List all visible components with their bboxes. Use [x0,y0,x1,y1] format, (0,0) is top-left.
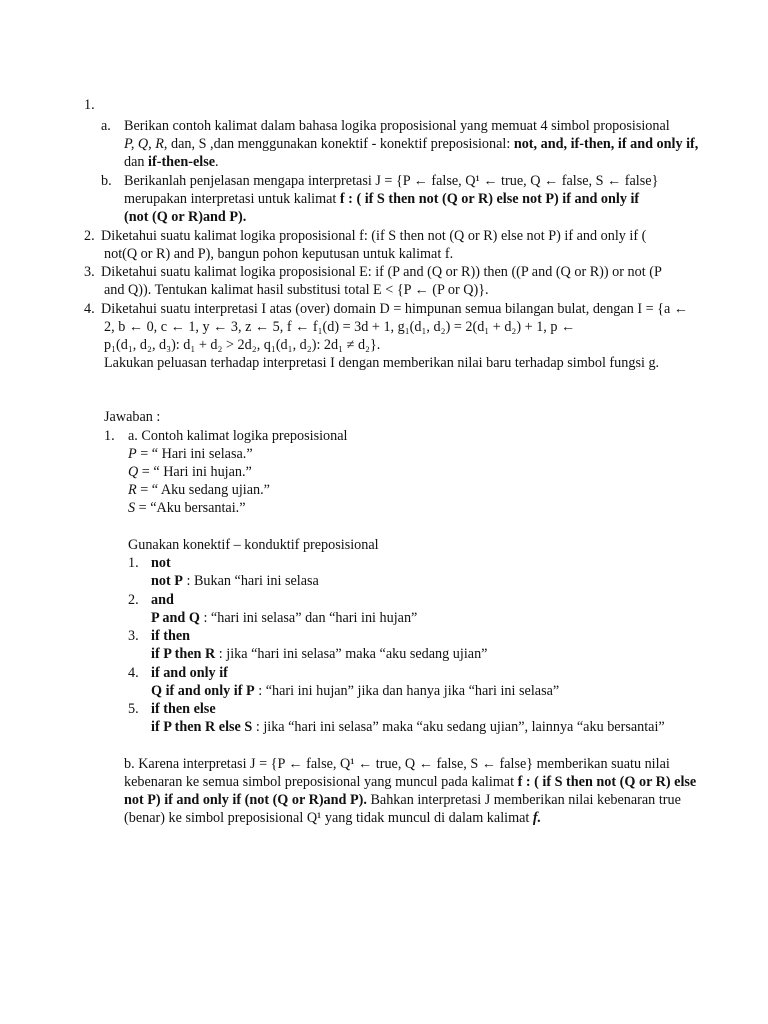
answer-b-line3-text: Bahkan interpretasi J memberikan nilai kebenaran true [366,792,681,808]
q1a-line3-pre: dan [124,154,149,170]
q3-marker: 3. [84,264,95,280]
q2-line1: Diketahui suatu kalimat logika proposisional f: (if S then not (Q or R) else not P) if and only if ( [101,228,647,244]
answer-b-line4-text: (benar) ke simbol preposisional Q¹ yang tidak muncul di dalam kalimat [124,810,533,826]
connective-name: if and only if [151,665,228,681]
connective-example-text: : Bukan “hari ini selasa [182,573,319,589]
prop-text: = “ Aku sedang ujian.” [136,482,270,498]
prop-symbol: R [128,482,137,498]
connective-example-text: : jika “hari ini selasa” maka “aku sedang ujian”, lainnya “aku bersantai” [252,719,665,735]
answer-b-line4 [124,810,541,827]
connective-example-text: : “hari ini hujan” jika dan hanya jika “hari ini selasa” [254,683,560,699]
connective-example-formula: if P then R [151,646,216,662]
connective-number: 3. [128,628,139,644]
q1a-line3 [124,154,219,171]
q1a-symbols: P, Q, R, [124,136,168,152]
answer-title: Jawaban : [104,409,161,425]
q4-line4: Lakukan peluasan terhadap interpretasi I dengan memberikan nilai baru terhadap simbol fungsi g. [104,355,660,371]
answer-b-line2 [124,774,696,791]
connective-example-formula: not P [151,573,183,589]
answer-a-heading: a. Contoh kalimat logika preposisional [128,428,348,444]
prop-line [128,464,252,481]
q3-line2: and Q)). Tentukan kalimat hasil substitusi total E < {P ← (P or Q)}. [104,282,489,298]
prop-text: = “ Hari ini selasa.” [136,446,253,462]
connective-example [151,719,665,736]
q1b-line1: Berikanlah penjelasan mengapa interpretasi J = {P ← false, Q¹ ← true, Q ← false, S ← false} [124,173,659,189]
q1a-line2 [124,136,698,153]
connective-example [151,573,319,590]
q1b-marker: b. [101,173,112,189]
q4-line3: p₁(d₁, d₂, d₃): d₁ + d₂ > 2d₂, q₁(d₁, d₂): 2d₁ ≠ d₂}. [104,337,381,353]
q1a-line3-bold: if-then-else [148,154,216,170]
connective-example-formula: P and Q [151,610,200,626]
q1b-line3: (not (Q or R)and P). [124,209,247,225]
prop-text: = “ Hari ini hujan.” [138,464,252,480]
q1b-line2 [124,191,639,208]
q1a-line3-post: . [215,154,219,170]
q1a-line1: Berikan contoh kalimat dalam bahasa logika proposisional yang memuat 4 simbol proposisional [124,118,670,134]
connective-name: not [151,555,171,571]
prop-line [128,482,270,499]
prop-symbol: P [128,446,137,462]
connective-example-formula: if P then R else S [151,719,253,735]
connective-number: 4. [128,665,139,681]
q4-line2: 2, b ← 0, c ← 1, y ← 3, z ← 5, f ← f₁(d) = 3d + 1, g₁(d₁, d₂) = 2(d₁ + d₂) + 1, p ← [104,319,576,335]
answer-b-formula-symbol: f. [532,810,542,826]
answer-b-formula-start: f : ( if S then not (Q or R) else [517,774,697,790]
answer-item-marker: 1. [104,428,115,444]
connective-number: 2. [128,592,139,608]
connective-example-text: : “hari ini selasa” dan “hari ini hujan” [199,610,418,626]
prop-text: = “Aku bersantai.” [135,500,246,516]
q3-line1: Diketahui suatu kalimat logika proposisional E: if (P and (Q or R)) then ((P and (Q or R)) or not (P [101,264,662,280]
prop-line [128,446,253,463]
prop-symbol: Q [128,464,139,480]
heading-number: 1. [84,97,95,113]
answer-b-line1: b. Karena interpretasi J = {P ← false, Q¹ ← true, Q ← false, S ← false} memberikan suatu nilai [124,756,670,772]
q4-marker: 4. [84,301,95,317]
connective-example-formula: Q if and only if P [151,683,255,699]
prop-line [128,500,246,517]
connective-number: 5. [128,701,139,717]
q4-line1: Diketahui suatu interpretasi I atas (over) domain D = himpunan semua bilangan bulat, dengan I = {a ← [101,301,688,317]
connective-example [151,610,417,627]
connectives-heading: Gunakan konektif – konduktif preposisional [128,537,379,553]
connective-name: and [151,592,174,608]
q1b-formula: f : ( if S then not (Q or R) else not P) if and only if [339,191,640,207]
q1a-line2-text: dan, S ,dan menggunakan konektif - konektif preposisional: [167,136,514,152]
answer-b-line3 [124,792,681,809]
q1a-marker: a. [101,118,111,134]
connective-example-text: : jika “hari ini selasa” maka “aku sedang ujian” [215,646,488,662]
connective-number: 1. [128,555,139,571]
q2-marker: 2. [84,228,95,244]
connective-example [151,683,559,700]
answer-b-line2-text: kebenaran ke semua simbol preposisional yang muncul pada kalimat [124,774,518,790]
connective-example [151,646,487,663]
connective-name: if then else [151,701,216,717]
q2-line2: not(Q or R) and P), bangun pohon keputusan untuk kalimat f. [104,246,454,262]
q1a-connectives: not, and, if-then, if and only if, [513,136,699,152]
prop-symbol: S [128,500,136,516]
q1b-line2-text: merupakan interpretasi untuk kalimat [124,191,340,207]
connective-name: if then [151,628,191,644]
answer-b-formula-end: not P) if and only if (not (Q or R)and P). [124,792,367,808]
